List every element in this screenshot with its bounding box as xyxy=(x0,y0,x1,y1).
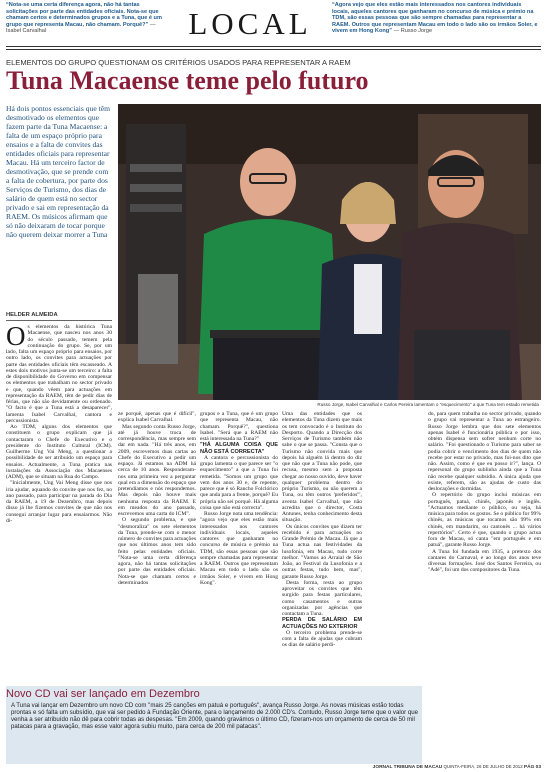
page-footer xyxy=(300,764,541,770)
quote-mark-icon: ” xyxy=(389,28,392,35)
paragraph: A Tuna foi fundada em 1935, a pretexto dos cantares do Carnaval, e ao longo dos anos teve diversas formações. José dos Santos Ferreira, ou "Adé", foi um dos compositores da Tuna. xyxy=(428,548,541,574)
article-column-2 xyxy=(118,411,196,679)
paragraph: Mas segundo conta Russo Jorge, até já houve troca de correspondência, mas sempre sem dar em nada. "Há três anos, em 2009, escrevemos duas cartas ao Chefe do Executivo a pedir um espaço. Já estamos na ADM há cerca de 10 anos. Responderam-nos uma primeira vez a perguntar qual era a dimensão do espaço que pretendíamos e nós respondemos. Mas depois não houve mais nenhuma resposta da RAEM. E em meados do ano passado, escrevemos uma carta do ICM". xyxy=(118,423,196,517)
subheading: PERDA DE SALÁRIO EM ACTUAÇÕES NO EXTERIOR xyxy=(282,617,362,630)
paragraph: "Inicialmente, Ung Vai Meng disse que nos iria ajudar, aquando do convite que nos fez, no ano passado, para participar na parada do Dia da RAEM, a 19 de Dezembro, mas depois disso já lhe fizemos convites de que não nos consegui arranjar lugar para ensaiarmos. Não di- xyxy=(6,480,112,524)
article-column-1 xyxy=(6,324,112,680)
paragraph: s elementos da histórica Tuna Macaense, que nasceu nos anos 30 do século passado, temem pela continuação do grupo. Se, por um lado, falta um espaço próprio para ensaios, por outro lado, os convites para actuações por parte das entidades oficiais têm escasseado. A estes dois motivos junta-se um terceiro: a falta de disponibilidade do Governo em compensar os elementos que trabalham no sector privado e que, quando vêem para actuações em representação da RAEM, têm de pedir dias de férias, que não são devidamente ou ordenado. "O facto é que a Tuna está a desaparecer", lamenta Isabel Carvalhal, cantora e percussionista. xyxy=(6,324,112,424)
quote-mark-icon: ” xyxy=(145,21,149,28)
article-column-5 xyxy=(428,411,541,763)
article-column-3 xyxy=(200,411,278,679)
standfirst: Há dois pontos essenciais que têm desmotivado os elementos que fazem parte da Tuna Macaense: a falta de um espaço próprio para ensaios e a falta de convites das entidades oficiais para representar Macau. Há um terceiro factor de desmotivação, que se prende com a falta de cobertura, por parte dos Serviços de Turismo, dos dias de salário de quem está no sector privado e sai em representação da RAEM. Os músicos afirmam que só não deixaram de tocar porque não querem deixar morrer a Tuna xyxy=(6,104,110,239)
sidebar-box-title: Novo CD vai ser lançado em Dezembro xyxy=(6,688,200,700)
pull-quote-left-text: Nota-se uma certa diferença agora, não há tantas solicitações por parte das entidades oficiais. Nota-se que chamam certos e determinados grupos e a Tuna, que é um grupo que representa Macau, não chamam. Porquê? xyxy=(6,2,162,28)
byline: HELDER ALMEIDA xyxy=(6,312,58,318)
sidebar-box-text: A Tuna vai lançar em Dezembro um novo CD com "mais 25 canções em patuá e português", avança Russo Jorge. As novas músicas estão todas prontas e só falta um subsídio, que vai ser pedido à Fundação Oriente, para o lançamento de 2.000 CD's. Contudo, Russo Jorge teme que o valor que venha a ser atribuído não dê para cobrir todas as despesas. "Em 2009, quando gravámos o último CD, fizeram-nos um orçamento de cerca de 50 mil patacas para a gravação, mas esse valor agora subiu muito, para cerca de 200 mil patacas". xyxy=(11,702,418,731)
pull-quote-right: “Agora vejo que eles estão mais interessados nos cantores individuais locais, aqueles cantores que ganharam no concurso de música e prémio na TDM, são essas pessoas que são sempre chamadas para representar a RAEM. Outros que representam Macau em todo o lado são os irmãos Soler, e vivem em Hong Kong” — Russo Jorge xyxy=(332,2,538,35)
section-label: LOCAL xyxy=(188,6,312,41)
footer-page: PÁG 03 xyxy=(523,765,541,770)
header-rule xyxy=(6,49,541,50)
paragraph: A cantora e percussionista do grupo lamenta o que parece ser "o esquecimento" a que a Tuna foi remetida. "Somos um grupo que vem dos anos 30 e, de repente, parece que é só Rancho Folclórico que anda para a frente, porquê? Eu própria não sei porquê. Há alguma coisa que não está correcta". xyxy=(200,454,278,511)
paragraph: O segundo problema, e que "desmoraliza" os sete elementos da Tuna, prende-se com o menor número de convites para actuações que nos últimos anos tem sido feito pelas entidades oficiais. "Nota-se uma certa diferença agora, não há tantas solicitações por parte das entidades oficiais. Nota-se que chamam certos e determinados xyxy=(118,517,196,586)
pull-quote-right-author: Russo Jorge xyxy=(400,28,433,35)
paragraph: do, para quem trabalha no sector privado, quando o grupo vai representar a Tuna ao estrangeiro. Russo Jorge lembra que dos sete elementos apenas Isabel é funcionária pública e por isso, obtém dispensa sem sofrer nenhum corte no salário. "Foi questionado o Turismo para saber se podia cobrir o vencimento dos dias de quem não recebe por estar no privado, mas foi-nos dito que não. Assim, como é que eu posso ir?", lança. O repersonal do grupo sublinha ainda que a Tuna não recebe qualquer subsídio. A única ajuda que existe, referem, são as ajudas de custo das deslocações e dormidas. xyxy=(428,411,541,492)
footer-date: QUINTA-FEIRA, 26 DE JULHO DE 2012 xyxy=(443,764,523,769)
byline-rule xyxy=(6,320,112,321)
subheading: "HÁ ALGUMA COISA QUE NÃO ESTÁ CORRECTA" xyxy=(200,442,278,455)
paragraph: Os únicos convites que dizem ter recebido é para actuações no Grande Prémio de Macau. Já que a Tuna actua nas festividades da lusofonia, em Macau, tudo corre melhor. "Vamos ao Arraial de São João, ao Festival da Lusofonia e a outras festas, tudo bem, mas", garante Russo Jorge. xyxy=(282,523,362,580)
paragraph: grupos e a Tuna, que é um grupo que representa Macau, não chamam. Porquê?", questiona Isabel. "Será que a RAEM não está interessada na Tuna?" xyxy=(200,411,278,442)
pull-quote-left: “Nota-se uma certa diferença agora, não há tantas solicitações por parte das entidades oficiais. Nota-se que chamam certos e determinados grupos e a Tuna, que é um grupo que representa Macau, não chamam. Porquê?” — Isabel Carvalhal xyxy=(6,2,162,35)
paragraph: Uma das entidades que os elementos da Tuna dizem que mais os tem convocado é o Instituto do Desporto. Quando a Direcção dos Serviços de Turismo também não sabe o que se passa. "Consta que o Turismo não convida mais que depois há alguém lá dentro do diz que não que a Tuna não pode, que recusa, mesmo sem a proposta chegar ao nosso ouvido, deve haver qualquer problema dentro do próprio Turismo, ou não querem a Tuna, ou têm outros 'preferidos'", aventa Isabel Carvalhal, que não acredita que o director, Costa Antunes, tenha conhecimento desta situação. xyxy=(282,411,362,524)
article-photo xyxy=(118,104,541,400)
drop-cap: O xyxy=(6,324,26,351)
paragraph: Ao TDM, alguns dos elementos que constituem o grupo explicam que já contactaram o Chefe do Executivo e o presidente do Instituto Cultural (ICM). Guilherme Ung Vai Meng, a questionar a possibilidade de ser atribuído um espaço para ensaios. Actualmente, a Tuna pratica nas instalações da Associação dos Macaenses (ADM), que se situam na Rua do Campo. xyxy=(6,424,112,480)
pull-quote-left-author: Isabel Carvalhal xyxy=(6,28,47,35)
quote-mark-icon: “ xyxy=(332,2,335,8)
paragraph: Desta forma, resta ao grupo aproveitar os convites que têm surgido para festas particulares, como casamentos e outras organizadas por agências que contactam a Tuna. xyxy=(282,579,362,617)
footer-paper: JORNAL TRIBUNA DE MACAU xyxy=(372,765,443,770)
paragraph: Russo Jorge nota uma tendência: "agora vejo que eles estão mais interessados nos cantores individuais locais, aqueles cantores que ganharam no concurso de música e prémio na TDM, são essas pessoas que são sempre chamadas para representar a RAEM. Outros que representam Macau em todo o lado são os irmãos Soler, e vivem em Hong Kong". xyxy=(200,511,278,586)
quote-mark-icon: “ xyxy=(6,2,9,8)
paragraph: ze porquê, apenas que é difícil", explica Isabel Carvalhal. xyxy=(118,411,196,424)
paragraph: O repertório do grupo inclui músicas em português, patuá, chinês, japonês e inglês. "Actuamos mediante o público, ou seja, há música para todos os gostos. Se o público for 99% chinês, as músicas que tocamos são 99% em chinês, em mandarim, ou cantonês ... há vários repertórios". Certo é que, quando o grupo actua fora de Macau, só canta "em português e em patuá", garante Russo Jorge. xyxy=(428,492,541,549)
pull-quote-right-text: Agora vejo que eles estão mais interessados nos cantores individuais locais, aqueles cantores que ganharam no concurso de música e prémio na TDM, são essas pessoas que são sempre chamadas para representar a RAEM. Outros que representam Macau em todo o lado são os irmãos Soler, e vivem em Hong Kong xyxy=(332,2,538,35)
header-rule xyxy=(6,46,541,47)
photo-caption: Russo Jorge, Isabel Carvalhal e Carlos Pereira lamentam o "esquecimento" a que Tuna tem estado remetida xyxy=(317,402,539,407)
photo-illustration xyxy=(118,104,541,400)
paragraph: O terceiro problema prende-se com a falta de ajudas que cubram os dias de salário perdi- xyxy=(282,629,362,649)
headline: Tuna Macaense teme pelo futuro xyxy=(6,66,369,95)
kicker: ELEMENTOS DO GRUPO QUESTIONAM OS CRITÉRIOS USADOS PARA REPRESENTAR A RAEM xyxy=(6,58,351,67)
